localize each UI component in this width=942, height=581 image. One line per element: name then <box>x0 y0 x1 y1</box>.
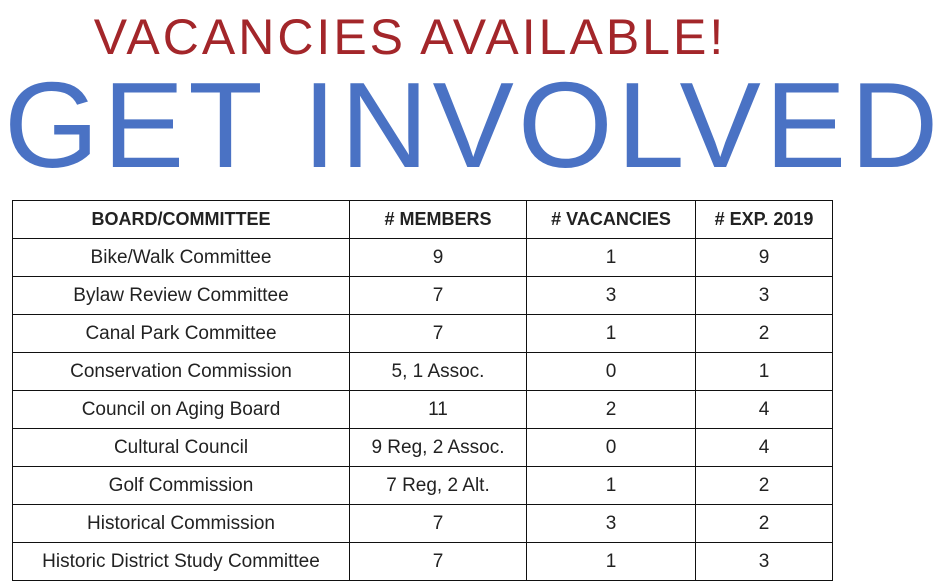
members-count: 7 <box>350 277 527 315</box>
table-row <box>13 543 833 581</box>
table-row <box>13 239 833 277</box>
expiring-count: 4 <box>696 391 833 429</box>
members-count: 7 <box>350 505 527 543</box>
committee-name: Golf Commission <box>13 467 350 505</box>
vacancies-table <box>12 200 833 581</box>
table-row <box>13 353 833 391</box>
vacancies-count: 1 <box>527 543 696 581</box>
committee-name: Conservation Commission <box>13 353 350 391</box>
vacancies-count: 3 <box>527 277 696 315</box>
vacancies-count: 1 <box>527 239 696 277</box>
committee-name: Cultural Council <box>13 429 350 467</box>
table-header-row <box>13 201 833 239</box>
vacancies-count: 1 <box>527 315 696 353</box>
vacancies-count: 2 <box>527 391 696 429</box>
expiring-count: 2 <box>696 505 833 543</box>
members-count: 11 <box>350 391 527 429</box>
vacancies-count: 0 <box>527 353 696 391</box>
table-row <box>13 315 833 353</box>
table-row <box>13 277 833 315</box>
committee-name: Canal Park Committee <box>13 315 350 353</box>
committee-name: Bike/Walk Committee <box>13 239 350 277</box>
committee-name: Historic District Study Committee <box>13 543 350 581</box>
members-count: 5, 1 Assoc. <box>350 353 527 391</box>
expiring-count: 4 <box>696 429 833 467</box>
members-count: 7 Reg, 2 Alt. <box>350 467 527 505</box>
header-members: # MEMBERS <box>350 201 527 239</box>
committee-name: Council on Aging Board <box>13 391 350 429</box>
members-count: 9 Reg, 2 Assoc. <box>350 429 527 467</box>
header-vacancies: # VACANCIES <box>527 201 696 239</box>
vacancies-count: 1 <box>527 467 696 505</box>
members-count: 7 <box>350 543 527 581</box>
header-expiring: # EXP. 2019 <box>696 201 833 239</box>
table-row <box>13 505 833 543</box>
table-row <box>13 429 833 467</box>
vacancies-count: 3 <box>527 505 696 543</box>
expiring-count: 9 <box>696 239 833 277</box>
expiring-count: 2 <box>696 315 833 353</box>
vacancies-count: 0 <box>527 429 696 467</box>
expiring-count: 3 <box>696 277 833 315</box>
committee-name: Bylaw Review Committee <box>13 277 350 315</box>
committee-name: Historical Commission <box>13 505 350 543</box>
members-count: 7 <box>350 315 527 353</box>
expiring-count: 3 <box>696 543 833 581</box>
table-row <box>13 391 833 429</box>
get-involved-headline: GET INVOLVED <box>4 57 942 193</box>
table-row <box>13 467 833 505</box>
header-board-committee: BOARD/COMMITTEE <box>13 201 350 239</box>
members-count: 9 <box>350 239 527 277</box>
expiring-count: 2 <box>696 467 833 505</box>
expiring-count: 1 <box>696 353 833 391</box>
vacancies-headline: VACANCIES AVAILABLE! <box>93 9 727 65</box>
